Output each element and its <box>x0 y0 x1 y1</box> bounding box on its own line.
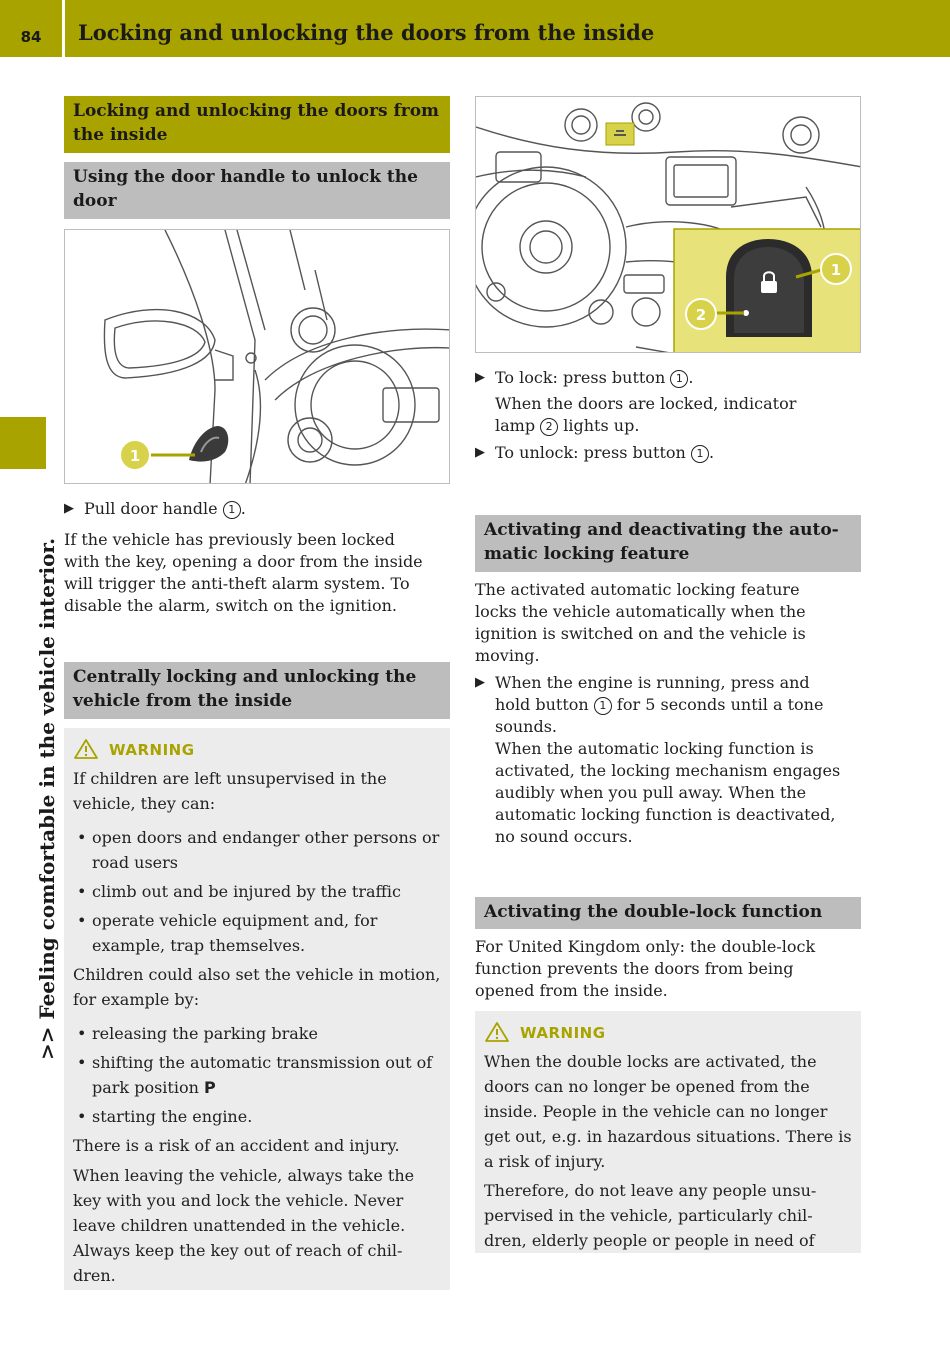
warning-list-item: • starting the engine. <box>73 1104 441 1129</box>
dashboard-lock-button-illustration <box>475 96 861 353</box>
unlock-step-text: To unlock: press button <box>495 443 686 462</box>
auto-lock-line: ignition is switched on and the vehicle is <box>475 624 806 643</box>
step-arrow-icon: ▶ <box>475 675 485 690</box>
warning-middle: Children could also set the vehicle in motion, for example by: <box>73 965 441 1009</box>
unlock-step: ▶ To unlock: press button 1 . <box>475 443 715 462</box>
lock-note-text: lights up. <box>563 416 640 435</box>
ref-circle-1: 1 <box>670 370 688 388</box>
alarm-line: with the key, opening a door from the inside <box>64 552 423 571</box>
door-handle-heading: Using the door handle to unlock the door <box>64 162 450 219</box>
double-lock-warning-p2: Therefore, do not leave any people unsu-pervised in the vehicle, particularly chil-dren, elderly people or people in need of <box>484 1181 817 1250</box>
auto-lock-line: The activated automatic locking feature <box>475 580 800 599</box>
warning-risk: There is a risk of an accident and injury. <box>73 1136 400 1155</box>
lock-note-text: lamp <box>495 416 536 435</box>
page-title: Locking and unlocking the doors from the inside <box>78 20 655 45</box>
pull-handle-text: Pull door handle <box>84 499 218 518</box>
warning-list-item: • operate vehicle equipment and, for example, trap themselves. <box>73 908 441 958</box>
ref-circle-1: 1 <box>223 501 241 519</box>
warning-closing: When leaving the vehicle, always take the key with you and lock the vehicle. Never leave children unattended in the vehicle. Always keep the key out of reach of chil-dren. <box>73 1166 415 1285</box>
warning-list-item: • releasing the parking brake <box>73 1021 441 1046</box>
pull-handle-step: ▶ Pull door handle 1 . <box>64 499 246 518</box>
step-arrow-icon: ▶ <box>475 370 485 385</box>
auto-lock-step-text: for 5 seconds until a tone <box>616 695 824 714</box>
auto-lock-result-line: When the automatic locking function is <box>495 739 814 758</box>
children-warning-box <box>64 728 450 1290</box>
alarm-paragraph <box>64 529 454 617</box>
auto-lock-result-line: no sound occurs. <box>495 827 633 846</box>
auto-lock-step-text: hold button <box>495 695 589 714</box>
double-lock-line: function prevents the doors from being <box>475 959 794 978</box>
auto-lock-result-line: activated, the locking mechanism engages <box>495 761 841 780</box>
double-lock-line: For United Kingdom only: the double-lock <box>475 937 816 956</box>
door-handle-illustration <box>64 229 450 484</box>
warning-header <box>484 1019 852 1047</box>
double-lock-line: opened from the inside. <box>475 981 668 1000</box>
lock-note <box>495 393 865 437</box>
auto-lock-heading: Activating and deactivating the auto-matic locking feature <box>475 515 861 572</box>
door-handle-drawing <box>65 230 450 484</box>
step-arrow-icon: ▶ <box>64 501 74 516</box>
indicator-lamp-callout: 2 <box>695 306 707 324</box>
auto-lock-line: locks the vehicle automatically when the <box>475 602 806 621</box>
lock-button-callout: 1 <box>830 261 842 279</box>
auto-lock-paragraph <box>475 579 865 667</box>
ref-circle-1: 1 <box>594 697 612 715</box>
auto-lock-result-line: automatic locking function is deactivated, <box>495 805 836 824</box>
step-arrow-icon: ▶ <box>475 445 485 460</box>
warning-triangle-icon <box>73 738 99 760</box>
auto-lock-step-line: sounds. <box>495 717 557 736</box>
warning-triangle-icon <box>484 1021 510 1043</box>
ref-circle-2: 2 <box>540 418 558 436</box>
page-header <box>0 0 950 57</box>
chapter-tab-marker <box>0 417 46 469</box>
header-divider <box>62 0 65 57</box>
park-shift-text: shifting the automatic transmission out of park position <box>92 1053 433 1097</box>
double-lock-warning-box <box>475 1011 861 1253</box>
double-lock-warning-p1: When the double locks are activated, the doors can no longer be opened from the inside. People in the vehicle can no longer get out, e.g. in hazardous situations. There is a risk of injury. <box>484 1052 852 1171</box>
warning-label: WARNING <box>520 1024 606 1042</box>
lock-note-line-2 <box>495 415 865 437</box>
warning-label: WARNING <box>109 741 195 759</box>
auto-lock-step-line-2 <box>495 694 865 716</box>
lock-step: ▶ To lock: press button 1 . <box>475 368 694 387</box>
auto-lock-result-line: audibly when you pull away. When the <box>495 783 807 802</box>
ref-circle-1: 1 <box>691 445 709 463</box>
park-letter: P <box>204 1078 216 1097</box>
double-lock-paragraph <box>475 936 865 1002</box>
alarm-line: If the vehicle has previously been locked <box>64 530 395 549</box>
section-title: Locking and unlocking the doors from the inside <box>64 96 450 153</box>
warning-header <box>73 736 441 764</box>
warning-intro: If children are left unsupervised in the vehicle, they can: <box>73 769 387 813</box>
central-locking-heading: Centrally locking and unlocking the vehicle from the inside <box>64 662 450 719</box>
lock-step-text: To lock: press button <box>495 368 666 387</box>
lock-note-line: When the doors are locked, indicator <box>495 394 797 413</box>
auto-lock-step <box>475 672 865 848</box>
warning-list-item: • open doors and endanger other persons or road users <box>73 825 441 875</box>
auto-lock-step-line: When the engine is running, press and <box>495 673 810 692</box>
door-handle-callout: 1 <box>129 447 141 465</box>
warning-list-item-park <box>73 1050 441 1100</box>
auto-lock-line: moving. <box>475 646 540 665</box>
alarm-line: disable the alarm, switch on the ignition. <box>64 596 397 615</box>
dashboard-drawing <box>476 97 861 353</box>
chapter-side-label: >> Feeling comfortable in the vehicle interior. <box>35 537 59 1060</box>
page-number: 84 <box>20 28 42 46</box>
alarm-line: will trigger the anti-theft alarm system. To <box>64 574 410 593</box>
double-lock-heading: Activating the double-lock function <box>475 897 861 929</box>
warning-list-item: • climb out and be injured by the traffic <box>73 879 441 904</box>
